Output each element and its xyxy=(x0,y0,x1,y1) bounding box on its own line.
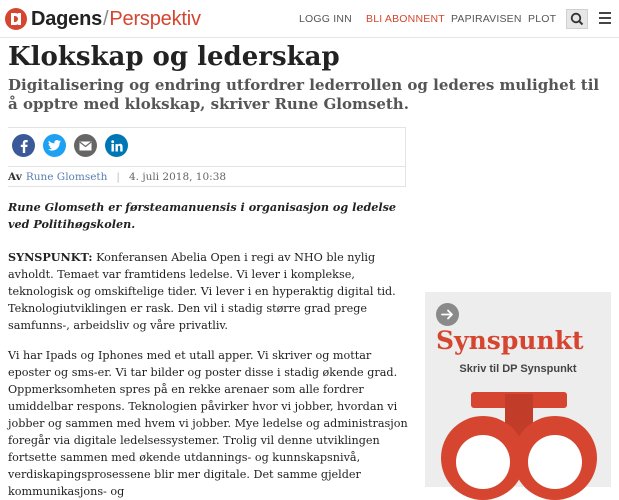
twitter-icon xyxy=(48,140,61,151)
synspunkt-promo[interactable] xyxy=(425,292,611,487)
nav-login-link[interactable]: LOGG INN xyxy=(299,13,352,25)
author-intro: Rune Glomseth er førsteamanuensis i organisasjon og ledelse ved Politihøgskolen. xyxy=(8,200,397,231)
divider xyxy=(8,186,406,187)
menu-icon-bar xyxy=(599,22,611,24)
facebook-icon xyxy=(18,139,30,153)
logo-section: Perspektiv xyxy=(109,8,201,30)
site-header xyxy=(0,0,619,38)
logo-brand: Dagens xyxy=(31,8,103,30)
menu-icon-bar xyxy=(599,12,611,14)
byline-separator: | xyxy=(116,171,120,183)
paragraph-text: Konferansen Abelia Open i regi av NHO ble nylig avholdt. Temaet var framtidens ledelse. Vi lever i komplekse, teknologisk og omskiftelige tider. Vi lever i en hyperaktig digital tid. Teknologiutviklingen er rask. Den vil i stadig større grad prege samfunns-, arbeidsliv og våre privatliv. xyxy=(8,251,396,332)
search-icon xyxy=(567,10,587,28)
linkedin-icon xyxy=(111,140,123,152)
divider xyxy=(8,166,406,167)
nav-paper-link[interactable]: PAPIRAVISEN xyxy=(451,13,522,25)
share-facebook-button[interactable] xyxy=(12,134,35,157)
mail-icon xyxy=(79,141,92,151)
search-button[interactable] xyxy=(566,9,588,29)
hamburger-menu-button[interactable] xyxy=(598,12,612,26)
body-paragraph xyxy=(8,249,410,334)
nav-subscribe-link[interactable]: BLI ABONNENT xyxy=(366,13,445,25)
promo-arrow-button[interactable] xyxy=(436,303,459,326)
byline-label: Av xyxy=(8,171,22,183)
author-link[interactable]: Rune Glomseth xyxy=(25,171,108,183)
promo-title: Synspunkt xyxy=(436,326,584,355)
share-twitter-button[interactable] xyxy=(43,134,66,157)
share-linkedin-button[interactable] xyxy=(105,134,128,157)
menu-icon-bar xyxy=(599,17,611,19)
byline xyxy=(8,170,226,184)
nav-plot-link[interactable]: PLOT xyxy=(528,13,557,25)
site-logo[interactable] xyxy=(4,7,201,31)
divider xyxy=(405,127,406,186)
paragraph-kicker: SYNSPUNKT: xyxy=(8,250,93,264)
publish-date: 4. juli 2018, 10:38 xyxy=(128,171,227,183)
body-paragraph: Vi har Ipads og Iphones med et utall apper. Vi skriver og mottar eposter og sms-er. Vi tar bilder og poster disse i stadig økende grad. Oppmerksomheten spres på en rekke arenaer som alle fordrer umiddelbar respons. Teknologien påvirker hvor vi jobber, hvordan vi jobber og sammen med hvem vi jobber. Mye ledelse og administrasjon foregår via digitale ledelsessystemer. Trolig vil denne utviklingen fortsette sammen med økende utdannings- og kunnskapsnivå, verdiskapingsprosessene blir mer digitale. Det samme gjelder kommunikasjons- og xyxy=(8,349,408,498)
article-title: Klokskap og lederskap xyxy=(8,42,340,72)
arrow-right-icon xyxy=(441,309,454,320)
binoculars-icon xyxy=(441,392,597,492)
share-bar xyxy=(12,134,136,157)
share-email-button[interactable] xyxy=(74,134,97,157)
article-lead: Digitalisering og endring utfordrer lederrollen og lederes mulighet til å opptre med klokskap, skriver Rune Glomseth. xyxy=(8,76,600,113)
divider xyxy=(8,127,406,128)
logo-wordmark xyxy=(31,7,201,31)
logo-slash: / xyxy=(103,8,109,30)
dp-logo-icon xyxy=(4,7,28,31)
promo-subtitle: Skriv til DP Synspunkt xyxy=(459,363,577,375)
